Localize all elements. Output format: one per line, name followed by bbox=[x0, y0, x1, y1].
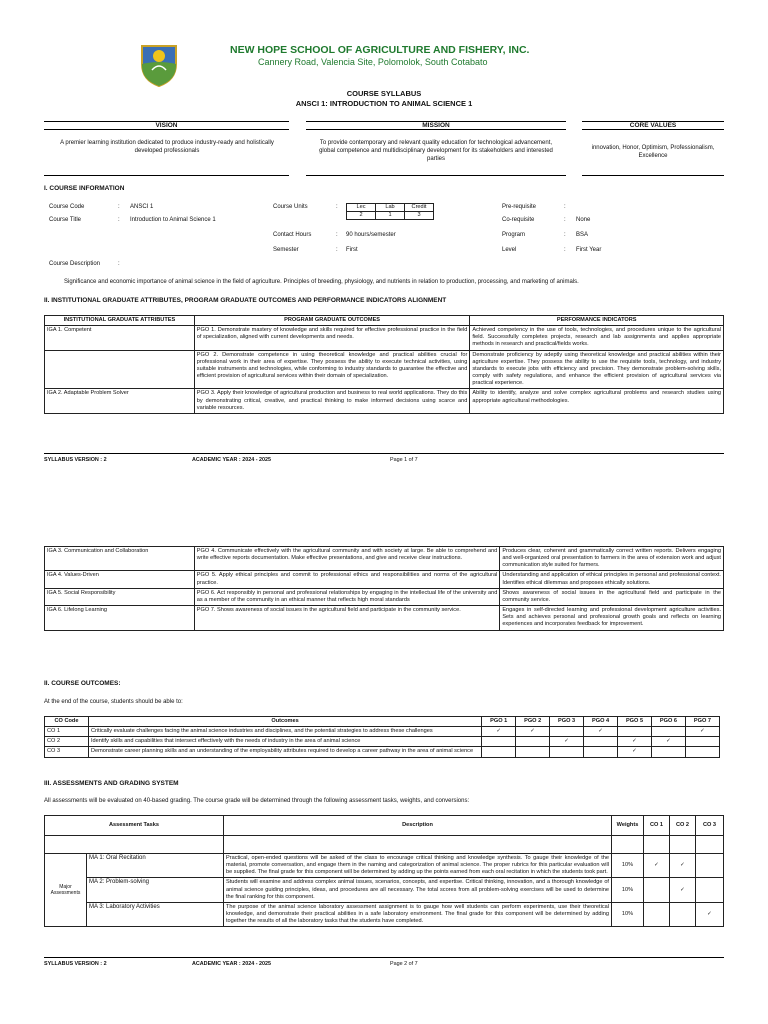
school-logo bbox=[134, 40, 184, 88]
check-mark: ✓ bbox=[618, 737, 652, 747]
check-mark: ✓ bbox=[482, 727, 516, 737]
vision-header: VISION bbox=[44, 121, 289, 130]
description-header: Description bbox=[224, 816, 612, 836]
prerequisite-label: Pre-requisite bbox=[502, 204, 537, 210]
pgo-column-header: PGO 2 bbox=[516, 717, 550, 727]
outcome-cell: Critically evaluate challenges facing the animal science industries and disciplines, and the potential strategies to address these challenges bbox=[88, 727, 481, 737]
school-address: Cannery Road, Valencia Site, Polomolok, South Cotabato bbox=[258, 57, 488, 67]
pgo-cell: PGO 5. Apply ethical principles and commit to professional ethics and responsibilities and norms of the agricultural practice. bbox=[194, 571, 500, 588]
co-code-cell: CO 1 bbox=[45, 727, 89, 737]
divider bbox=[306, 175, 566, 176]
course-title: ANSCI 1: INTRODUCTION TO ANIMAL SCIENCE 1 bbox=[295, 99, 473, 108]
pi-cell: Understanding and application of ethical principles in personal and professional context. Identifies ethical dilemmas and proposes ethically solutions. bbox=[500, 571, 724, 588]
colon: : bbox=[118, 261, 120, 267]
iga-cell bbox=[45, 350, 195, 389]
weights-header: Weights bbox=[612, 816, 644, 836]
course-code-label: Course Code bbox=[49, 204, 85, 210]
page-number: Page 1 of 7 bbox=[390, 457, 418, 463]
colon: : bbox=[336, 204, 338, 210]
pgo-cell: PGO 6. Act responsibly in personal and professional relationships by engaging in the intellectual life of the university and as a member of the community in an ethical manner that reflects high moral standards bbox=[194, 588, 500, 605]
vision-text: A premier learning institution dedicated to produce industry-ready and holistically developed professionals bbox=[60, 140, 274, 154]
iga-table-continued bbox=[44, 546, 724, 631]
mission-header: MISSION bbox=[306, 121, 566, 130]
check-mark: ✓ bbox=[670, 854, 696, 878]
assessment-weight: 10% bbox=[612, 878, 644, 902]
program-label: Program bbox=[502, 232, 526, 238]
empty-cell bbox=[696, 836, 724, 854]
check-mark bbox=[618, 727, 652, 737]
units-header: Credit bbox=[405, 204, 434, 212]
empty-cell bbox=[224, 836, 612, 854]
units-value: 3 bbox=[405, 212, 434, 220]
program-value: BSA bbox=[576, 232, 589, 238]
pgo-cell: PGO 2. Demonstrate competence in using theoretical knowledge and practical abilities crucial for professional work in their area of expertise. They possess the ability to execute technical activities, using suitable instruments and technologies, while conforming to industry standards to guarantee the effective and efficient provision of agricultural services within their domain of specialization. bbox=[194, 350, 470, 389]
assessment-description: Students will examine and address complex animal issues, scenarios, concepts, and expertise. Critical thinking, innovation, and a thorough knowledge of animal science guiding principles, ideas, and procedures are all necessary. The total scores from all problem-solving exercises will be used to determine the final ranking for this component. bbox=[224, 878, 612, 902]
contact-hours-value: 90 hours/semester bbox=[346, 232, 396, 238]
check-mark: ✓ bbox=[550, 737, 584, 747]
check-mark bbox=[550, 747, 584, 757]
table-row bbox=[45, 727, 720, 737]
assessment-weight: 10% bbox=[612, 902, 644, 926]
pgo-cell: PGO 1. Demonstrate mastery of knowledge and skills required for effective professional practice in the field of specialization, aligned with current developments and needs. bbox=[194, 326, 470, 350]
table-row bbox=[45, 326, 724, 350]
assessment-task: MA 1: Oral Recitation bbox=[87, 854, 224, 878]
assessments-intro: All assessments will be evaluated on 40-based grading. The course grade will be determined through the following assessment tasks, weights, and conversions: bbox=[44, 798, 470, 804]
check-mark bbox=[696, 878, 724, 902]
units-value: 1 bbox=[376, 212, 405, 220]
table-row bbox=[45, 747, 720, 757]
check-mark bbox=[584, 737, 618, 747]
units-value: 2 bbox=[347, 212, 376, 220]
course-outcomes-intro: At the end of the course, students should be able to: bbox=[44, 699, 183, 705]
co-column-header: CO 2 bbox=[670, 816, 696, 836]
check-mark bbox=[584, 747, 618, 757]
check-mark bbox=[644, 902, 670, 926]
divider bbox=[44, 175, 289, 176]
assessment-tasks-header: Assessment Tasks bbox=[45, 816, 224, 836]
empty-cell bbox=[644, 836, 670, 854]
check-mark bbox=[651, 747, 685, 757]
course-code-value: ANSCI 1 bbox=[130, 204, 154, 210]
check-mark bbox=[644, 878, 670, 902]
iga-header: INSTITUTIONAL GRADUATE ATTRIBUTES bbox=[45, 316, 195, 326]
pgo-cell: PGO 4. Communicate effectively with the agricultural community and with society at large. Be able to comprehend and write effective reports documentation. Make effective presentations, and give and receive clear instructions. bbox=[194, 547, 500, 571]
semester-label: Semester bbox=[273, 247, 299, 253]
divider bbox=[582, 175, 724, 176]
colon: : bbox=[336, 232, 338, 238]
iga-cell: IGA 5. Social Responsibility bbox=[45, 588, 195, 605]
course-outcomes-table bbox=[44, 716, 720, 758]
outcome-cell: Demonstrate career planning skills and an understanding of the employability attributes required to develop a career pathway in the area of animal science bbox=[88, 747, 481, 757]
empty-cell bbox=[45, 836, 224, 854]
check-mark: ✓ bbox=[696, 902, 724, 926]
course-description-label: Course Description bbox=[49, 261, 101, 267]
iga-cell: IGA 4. Values-Driven bbox=[45, 571, 195, 588]
check-mark: ✓ bbox=[670, 878, 696, 902]
table-row bbox=[45, 902, 724, 926]
iga-cell: IGA 6. Lifelong Learning bbox=[45, 606, 195, 630]
co-code-cell: CO 3 bbox=[45, 747, 89, 757]
check-mark: ✓ bbox=[685, 727, 719, 737]
check-mark bbox=[651, 727, 685, 737]
course-title-value: Introduction to Animal Science 1 bbox=[130, 217, 216, 223]
table-row bbox=[45, 737, 720, 747]
assessment-weight: 10% bbox=[612, 854, 644, 878]
check-mark bbox=[670, 902, 696, 926]
table-row bbox=[45, 389, 724, 413]
course-units-label: Course Units bbox=[273, 204, 308, 210]
contact-hours-label: Contact Hours bbox=[273, 232, 312, 238]
table-row bbox=[45, 606, 724, 630]
assessments-title: III. ASSESSMENTS AND GRADING SYSTEM bbox=[44, 780, 179, 787]
academic-year: ACADEMIC YEAR : 2024 - 2025 bbox=[192, 961, 271, 967]
colon: : bbox=[564, 217, 566, 223]
assessment-group-label: Major Assessments bbox=[45, 854, 87, 927]
colon: : bbox=[564, 204, 566, 210]
table-row bbox=[45, 854, 724, 878]
check-mark: ✓ bbox=[618, 747, 652, 757]
course-description-text: Significance and economic importance of animal science in the field of agriculture. Principles of breeding, physiology, and nutrients in relation to production, processing, and marketing of animals. bbox=[64, 279, 579, 285]
academic-year: ACADEMIC YEAR : 2024 - 2025 bbox=[192, 457, 271, 463]
table-row bbox=[45, 836, 724, 854]
colon: : bbox=[564, 232, 566, 238]
iga-cell: IGA 3. Communication and Collaboration bbox=[45, 547, 195, 571]
page-footer bbox=[44, 453, 724, 465]
iga-section-title: II. INSTITUTIONAL GRADUATE ATTRIBUTES, PROGRAM GRADUATE OUTCOMES AND PERFORMANCE INDICATORS ALIGNMENT bbox=[44, 297, 447, 304]
core-values-header: CORE VALUES bbox=[582, 121, 724, 130]
table-row bbox=[45, 350, 724, 389]
iga-cell: IGA 2. Adaptable Problem Solver bbox=[45, 389, 195, 413]
pgo-cell: PGO 7. Shows awareness of social issues in the agricultural field and participate in the community service. bbox=[194, 606, 500, 630]
table-row bbox=[45, 878, 724, 902]
check-mark bbox=[550, 727, 584, 737]
corequisite-value: None bbox=[576, 217, 591, 223]
check-mark bbox=[516, 747, 550, 757]
pi-cell: Shows awareness of social issues in the agricultural field and participate in the community service. bbox=[500, 588, 724, 605]
colon: : bbox=[336, 247, 338, 253]
units-table bbox=[346, 203, 434, 220]
assessment-task: MA 2: Problem-solving bbox=[87, 878, 224, 902]
co-column-header: CO 3 bbox=[696, 816, 724, 836]
document-title: COURSE SYLLABUS bbox=[346, 89, 422, 98]
assessment-description: Practical, open-ended questions will be asked of the class to encourage critical thinking and knowledge synthesis. To gauge their knowledge of the material, promote conversation, and engage them in the naming and categorization of animal science. The proper rubrics for this particular evaluation will be supplied. The final grade for this component will be determined by adding up the points earned from each oral recitation in which the students took part. bbox=[224, 854, 612, 878]
pi-cell: Produces clear, coherent and grammatically correct written reports. Delivers engaging and well-organized oral presentation to farmers in the area of extension work and adjust communication style suited for farmers. bbox=[500, 547, 724, 571]
assessment-description: The purpose of the animal science laboratory assessment assignment is to gauge how well students can perform experiments, use their theoretical knowledge, and demonstrate their practical abilities in a safe laboratory environment. The final grade for this component will be determined by adding together the results of all the laboratory tasks that the students have completed. bbox=[224, 902, 612, 926]
empty-cell bbox=[612, 836, 644, 854]
level-value: First Year bbox=[576, 247, 602, 253]
pgo-cell: PGO 3. Apply their knowledge of agricultural production and business to real world applications. They do this by demonstrating critical, creative, and practical thinking to make informed decisions using scarce and variable resources. bbox=[194, 389, 470, 413]
assessment-table bbox=[44, 815, 724, 927]
check-mark bbox=[482, 747, 516, 757]
level-label: Level bbox=[502, 247, 517, 253]
table-row bbox=[45, 588, 724, 605]
pi-cell: Achieved competency in the use of tools, technologies, and procedures unique to the agricultural field. Successfully completes projects, research and lab assignments and applies appropriate methods in research and practical/fields works. bbox=[470, 326, 724, 350]
pi-header: PERFORMANCE INDICATORS bbox=[470, 316, 724, 326]
pgo-column-header: PGO 6 bbox=[651, 717, 685, 727]
course-info-title: I. COURSE INFORMATION bbox=[44, 185, 125, 192]
pi-cell: Engages in self-directed learning and professional development agriculture activities. Sets and achieves personal and professional growth goals and reflects on learning experiences and incorporates feedback for improvement. bbox=[500, 606, 724, 630]
course-outcomes-title: II. COURSE OUTCOMES: bbox=[44, 680, 121, 687]
course-title-label: Course Title bbox=[49, 217, 82, 223]
page-footer bbox=[44, 957, 724, 969]
co-column-header: CO 1 bbox=[644, 816, 670, 836]
check-mark: ✓ bbox=[516, 727, 550, 737]
iga-cell: IGA 1. Competent bbox=[45, 326, 195, 350]
pi-cell: Ability to identify, analyze and solve complex agricultural problems and research studies using appropriate agricultural methodologies. bbox=[470, 389, 724, 413]
empty-cell bbox=[670, 836, 696, 854]
pgo-column-header: PGO 5 bbox=[618, 717, 652, 727]
pgo-column-header: PGO 7 bbox=[685, 717, 719, 727]
core-values-text: innovation, Honor, Optimism, Professionalism, Excellence bbox=[591, 145, 715, 159]
colon: : bbox=[118, 217, 120, 223]
check-mark: ✓ bbox=[584, 727, 618, 737]
units-header: Lab bbox=[376, 204, 405, 212]
pi-cell: Demonstrate proficiency by adeptly using theoretical knowledge and practical abilities within their agriculture expertise. They possess the ability to use the requisite tools, technology, and industry standards to execute jobs with efficiency and precision. They demonstrate problem-solving skills, comply with safety regulations, and enhance the efficient provision of agricultural services via practical experience. bbox=[470, 350, 724, 389]
semester-value: First bbox=[346, 247, 358, 253]
iga-table bbox=[44, 315, 724, 414]
check-mark: ✓ bbox=[651, 737, 685, 747]
outcome-cell: Identify skills and capabilities that intersect effectively with the needs of industry in the area of animal science bbox=[88, 737, 481, 747]
check-mark bbox=[482, 737, 516, 747]
mission-text: To provide contemporary and relevant quality education for technological advancement, global competence and multidisciplinary development for its stakeholders and interested parties bbox=[319, 140, 553, 162]
outcomes-header: Outcomes bbox=[88, 717, 481, 727]
check-mark bbox=[696, 854, 724, 878]
colon: : bbox=[564, 247, 566, 253]
syllabus-version: SYLLABUS VERSION : 2 bbox=[44, 961, 107, 967]
page-number: Page 2 of 7 bbox=[390, 961, 418, 967]
check-mark bbox=[516, 737, 550, 747]
co-code-cell: CO 2 bbox=[45, 737, 89, 747]
school-name: NEW HOPE SCHOOL OF AGRICULTURE AND FISHERY, INC. bbox=[230, 44, 530, 56]
check-mark: ✓ bbox=[644, 854, 670, 878]
pgo-column-header: PGO 1 bbox=[482, 717, 516, 727]
units-header: Lec bbox=[347, 204, 376, 212]
assessment-task: MA 3: Laboratory Activities bbox=[87, 902, 224, 926]
pgo-column-header: PGO 4 bbox=[584, 717, 618, 727]
pgo-column-header: PGO 3 bbox=[550, 717, 584, 727]
syllabus-version: SYLLABUS VERSION : 2 bbox=[44, 457, 107, 463]
table-row bbox=[45, 571, 724, 588]
check-mark bbox=[685, 737, 719, 747]
table-row bbox=[45, 547, 724, 571]
colon: : bbox=[118, 204, 120, 210]
co-code-header: CO Code bbox=[45, 717, 89, 727]
pgo-header: PROGRAM GRADUATE OUTCOMES bbox=[194, 316, 470, 326]
check-mark bbox=[685, 747, 719, 757]
corequisite-label: Co-requisite bbox=[502, 217, 535, 223]
